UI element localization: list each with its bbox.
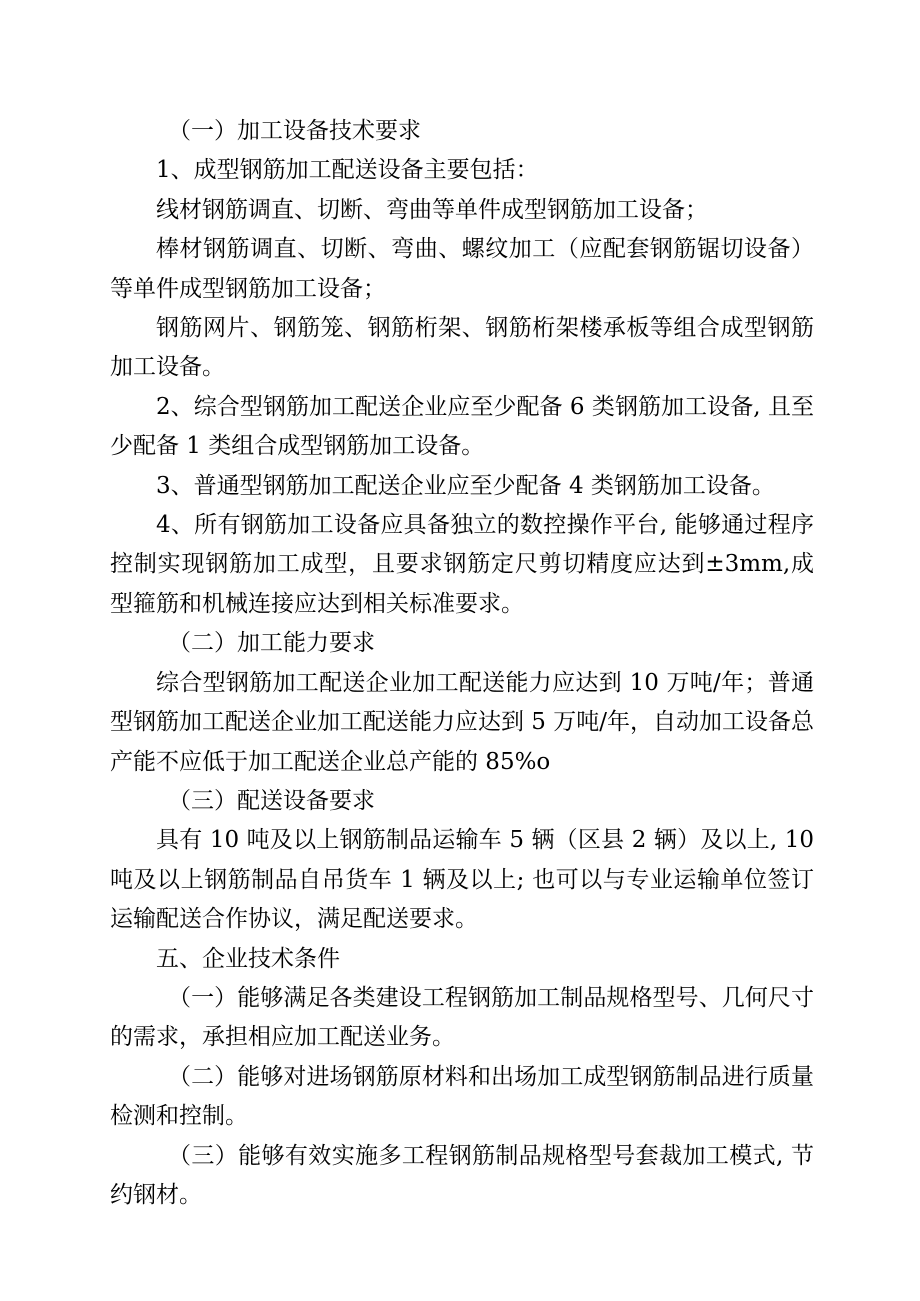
paragraph-bar-equipment: 棒材钢筋调直、切断、弯曲、螺纹加工（应配套钢筋锯切设备）等单件成型钢筋加工设备； bbox=[110, 236, 814, 302]
paragraph-combined-equipment: 钢筋网片、钢筋笼、钢筋桁架、钢筋桁架楼承板等组合成型钢筋加工设备。 bbox=[110, 315, 814, 381]
section-heading-equipment-requirements: （一）加工设备技术要求 bbox=[168, 118, 421, 144]
paragraph-technical-condition-1: （一）能够满足各类建设工程钢筋加工制品规格型号、几何尺寸的需求，承担相应加工配送业务。 bbox=[110, 984, 814, 1051]
paragraph-delivery-vehicles: 具有 10 吨及以上钢筋制品运输车 5 辆（区县 2 辆）及以上, 10 吨及以上钢筋制品自吊货车 1 辆及以上; 也可以与专业运输单位签订运输配送合作协议，满足配送要求。 bbox=[110, 827, 814, 933]
section-heading-technical-conditions: 五、企业技术条件 bbox=[156, 945, 340, 972]
paragraph-ordinary-enterprise: 3、普通型钢筋加工配送企业应至少配备 4 类钢筋加工设备。 bbox=[156, 472, 775, 499]
paragraph-capacity-requirements: 综合型钢筋加工配送企业加工配送能力应达到 10 万吨/年；普通型钢筋加工配送企业加工配送能力应达到 5 万吨/年，自动加工设备总产能不应低于加工配送企业总产能的 85%o bbox=[110, 669, 815, 775]
paragraph-wire-equipment: 线材钢筋调直、切断、弯曲等单件成型钢筋加工设备； bbox=[156, 196, 708, 223]
paragraph-cnc-platform: 4、所有钢筋加工设备应具备独立的数控操作平台, 能够通过程序控制实现钢筋加工成型，且要求钢筋定尺剪切精度应达到±3mm,成型箍筋和机械连接应达到相关标准要求。 bbox=[110, 512, 814, 617]
section-heading-delivery-equipment: （三）配送设备要求 bbox=[168, 787, 375, 814]
document-body bbox=[110, 112, 814, 1215]
paragraph-comprehensive-enterprise: 2、综合型钢筋加工配送企业应至少配备 6 类钢筋加工设备, 且至少配备 1 类组合成型钢筋加工设备。 bbox=[110, 393, 814, 460]
paragraph-technical-condition-2: （二）能够对进场钢筋原材料和出场加工成型钢筋制品进行质量检测和控制。 bbox=[110, 1063, 814, 1130]
section-heading-processing-capacity: （二）加工能力要求 bbox=[168, 630, 375, 657]
paragraph-technical-condition-3: （三）能够有效实施多工程钢筋制品规格型号套裁加工模式, 节约钢材。 bbox=[110, 1142, 814, 1208]
paragraph-equipment-list-intro: 1、成型钢筋加工配送设备主要包括： bbox=[156, 157, 539, 184]
